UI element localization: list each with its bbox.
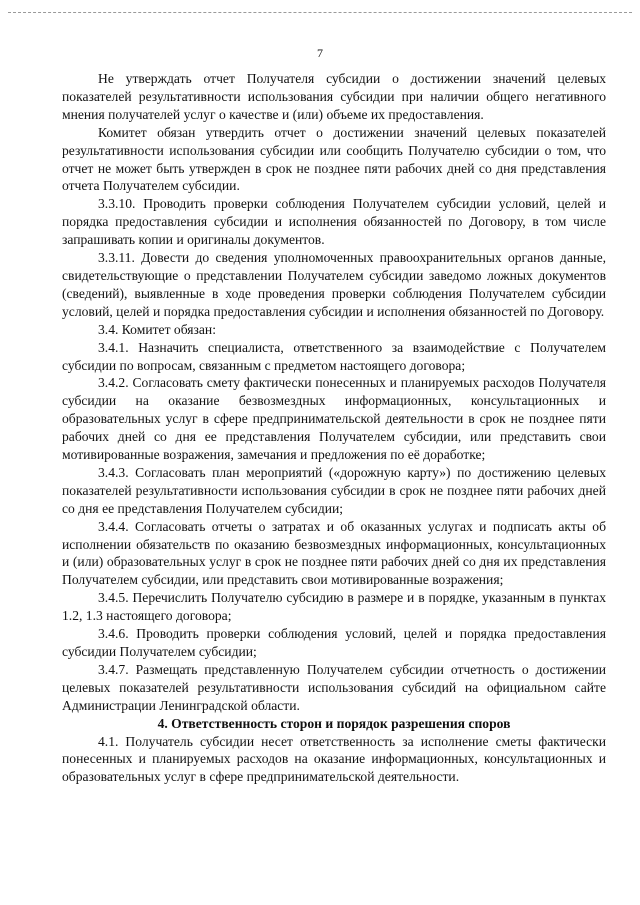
- paragraph-reject-report: Не утверждать отчет Получателя субсидии о достижении значений целевых показателей результативности использования субсидии при наличии общего негативного мнения получателей услуг о качестве и (или) объеме их предоставления.: [62, 71, 606, 122]
- paragraph-3-4-2: 3.4.2. Согласовать смету фактически понесенных и планируемых расходов Получателя субсидии на оказание безвозмездных информационных, консультационных и образовательных услуг в сфере предпринимательской деятельности в срок не позднее пяти рабочих дней со дня ее представления Получателем субсидии, или представить свои мотивированные возражения, замечания и предложения по её доработке;: [62, 375, 606, 463]
- paragraph-3-4-3: 3.4.3. Согласовать план мероприятий («дорожную карту») по достижению целевых показателей результативности использования субсидии в срок не позднее пяти рабочих дней со дня ее представления Получателем субсидии;: [62, 464, 606, 516]
- section-heading-4: 4. Ответственность сторон и порядок разрешения споров: [157, 715, 511, 731]
- page-number: 7: [317, 46, 323, 60]
- paragraph-3-4-5: 3.4.5. Перечислить Получателю субсидию в размере и в порядке, указанным в пунктах 1.2, 1.3 настоящего договора;: [62, 590, 606, 624]
- paragraph-3-4-6: 3.4.6. Проводить проверки соблюдения условий, целей и порядка предоставления субсидии Получателем субсидии;: [62, 626, 606, 659]
- document-body: [62, 70, 606, 786]
- paragraph-4-1: 4.1. Получатель субсидии несет ответственность за исполнение сметы фактически понесенных и планируемых расходов на оказание информационных, консультационных и образовательных услуг в сфере предпринимательской деятельности.: [62, 733, 606, 785]
- page-top-border: [8, 12, 632, 13]
- paragraph-3-4-1: 3.4.1. Назначить специалиста, ответственного за взаимодействие с Получателем субсидии по вопросам, связанным с предметом настоящего договора;: [62, 339, 606, 373]
- paragraph-3-3-10: 3.3.10. Проводить проверки соблюдения Получателем субсидии условий, целей и порядка предоставления субсидии и исполнения обязанностей по Договору, в том числе запрашивать копии и оригиналы документов.: [62, 196, 606, 248]
- paragraph-3-4-4: 3.4.4. Согласовать отчеты о затратах и об оказанных услугах и подписать акты об исполнении обязательств по оказанию безвозмездных информационных, консультационных и (или) образовательных услуг в срок не позднее пяти рабочих дней со дня их представления Получателем субсидии, или представить свои мотивированные возражения;: [62, 518, 606, 588]
- paragraph-3-3-11: 3.3.11. Довести до сведения уполномоченных правоохранительных органов данные, свидетельствующие о представлении Получателем субсидии заведомо ложных документов (сведений), выявленные в ходе проведения проверки соблюдения Получателем субсидии условий, целей и порядка предоставления субсидии и исполнения обязанностей по Договору.: [62, 250, 606, 319]
- paragraph-3-4-7: 3.4.7. Размещать представленную Получателем субсидии отчетность о достижении целевых показателей результативности использования субсидий на официальном сайте Администрации Ленинградской области.: [62, 661, 606, 713]
- paragraph-3-4: 3.4. Комитет обязан:: [98, 321, 216, 337]
- paragraph-committee-approve-report: Комитет обязан утвердить отчет о достижении значений целевых показателей результативности использования субсидии или сообщить Получателю субсидии о том, что отчет не может быть утвержден в срок не позднее пяти рабочих дней со дня представления отчета Получателем субсидии.: [62, 124, 606, 194]
